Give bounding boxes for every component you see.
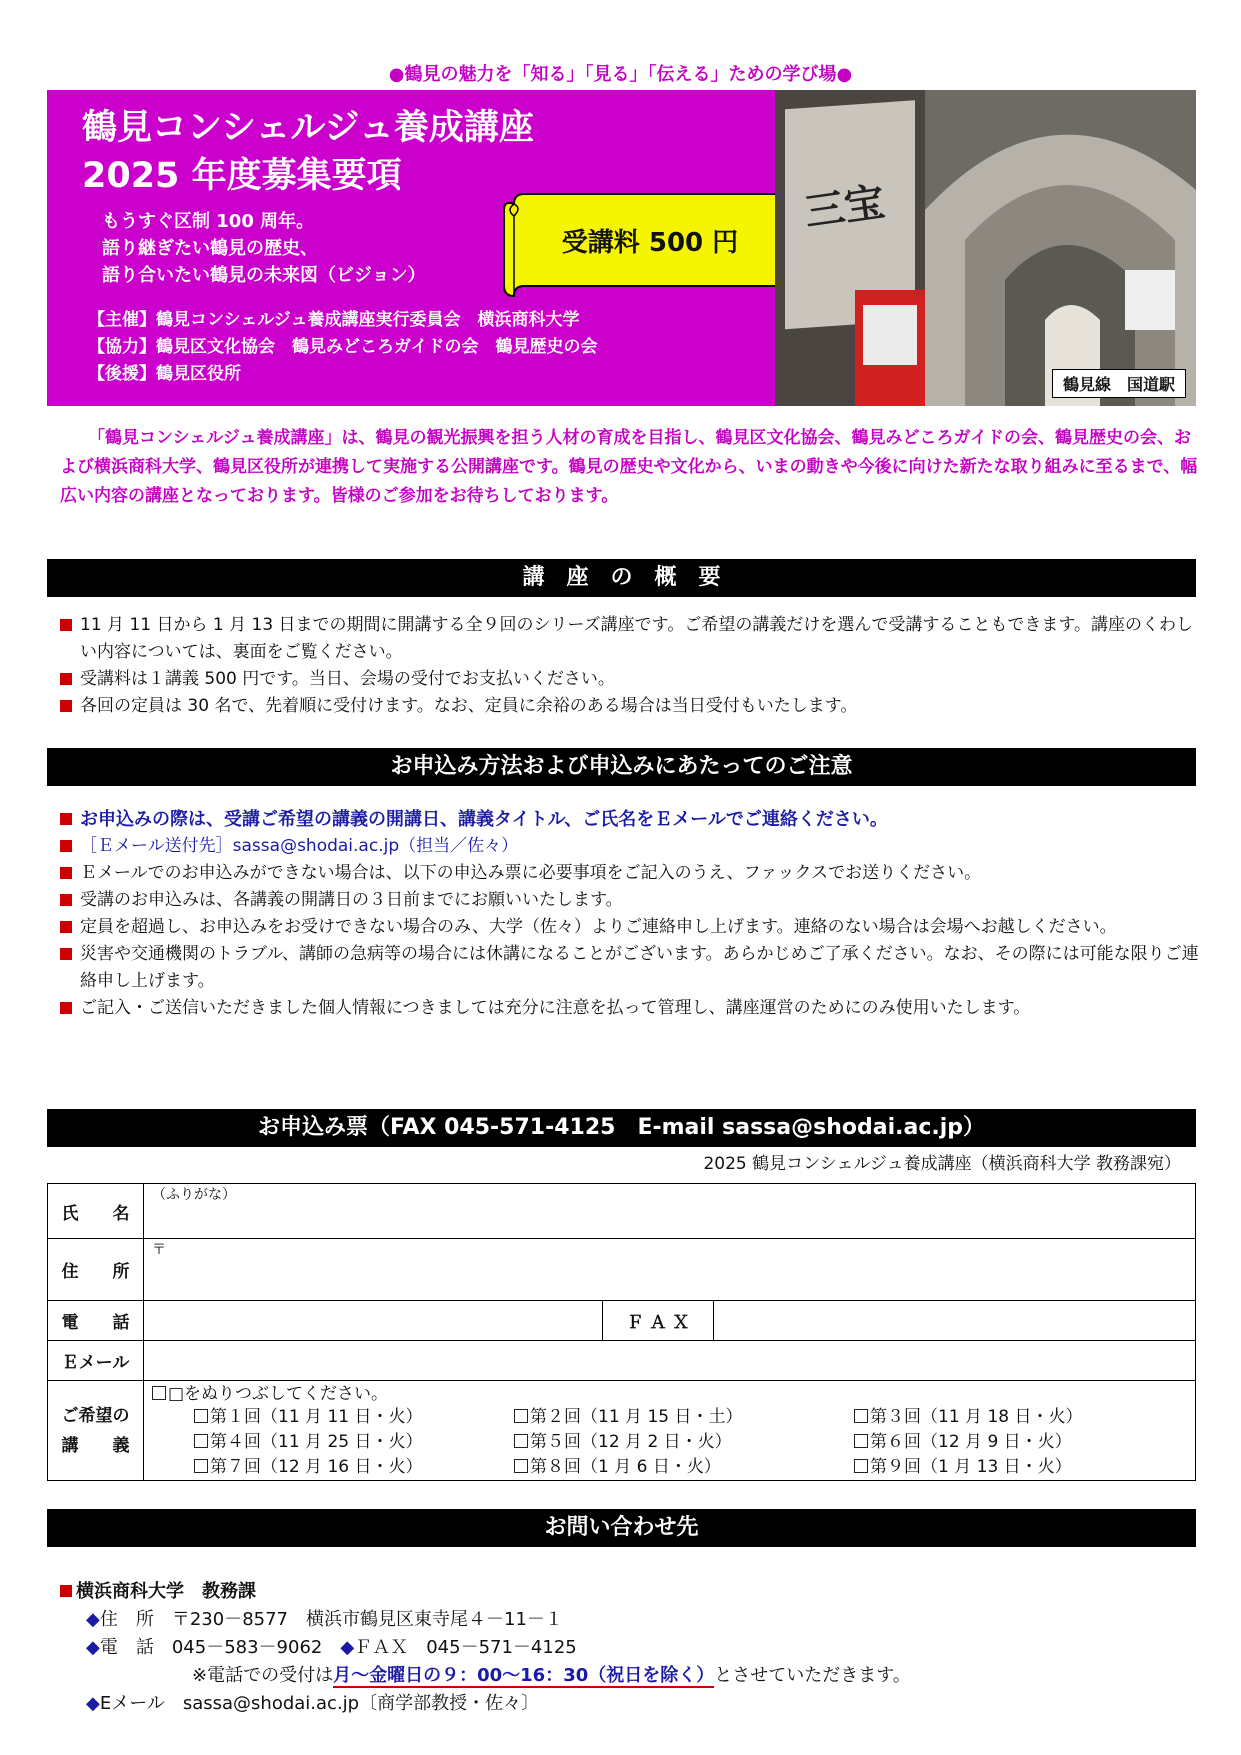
section-heading-apply: お申込み方法および申込みにあたってのご注意 (47, 748, 1196, 786)
lecture-option[interactable] (194, 1405, 514, 1430)
lecture-option[interactable] (854, 1430, 1154, 1455)
section-heading-form: お申込み票（FAX 045-571-4125 E-mail sassa@shodai.ac.jp） (47, 1109, 1196, 1147)
sub-line: 語り継ぎたい鶴見の歴史、 (102, 238, 318, 259)
lecture-option[interactable] (514, 1430, 854, 1455)
list-item: ご記入・ご送信いただきました個人情報につきましては充分に注意を払って管理し、講座運営のためにのみ使用いたします。 (60, 995, 1200, 1022)
apply-list (60, 806, 1200, 1022)
lecture-option[interactable] (514, 1455, 854, 1480)
contact-phone-fax (60, 1634, 1200, 1662)
photo-caption: 鶴見線 国道駅 (1052, 369, 1186, 398)
lecture-instruction (152, 1383, 1187, 1405)
lecture-option[interactable] (194, 1455, 514, 1480)
title-line-2: 2025 年度募集要項 (82, 156, 402, 196)
contact-org-text: 横浜商科大学 教務課 (76, 1581, 256, 1602)
lecture-label: ご希望の 講 義 (48, 1381, 144, 1481)
section-heading-contact: お問い合わせ先 (47, 1509, 1196, 1547)
list-item-lead: お申込みの際は、受講ご希望の講義の開講日、講義タイトル、ご氏名をＥメールでご連絡ください。 (60, 806, 1200, 833)
email-field[interactable] (144, 1341, 1196, 1381)
email-destination (60, 833, 1200, 860)
phone-field[interactable] (144, 1301, 603, 1341)
sub-line: もうすぐ区制 100 周年。 (102, 211, 315, 232)
list-item: 受講料は１講義 500 円です。当日、会場の受付でお支払いください。 (60, 666, 1200, 693)
phone-label: 電 話 (48, 1301, 144, 1341)
lecture-text: 第３回（11 月 18 日・火） (870, 1407, 1083, 1427)
fax-label: Ｆ Ａ Ｘ (603, 1301, 714, 1341)
diamond-icon: ◆ (86, 1609, 100, 1630)
email-destination-text: ［Ｅメール送付先］sassa@shodai.ac.jp（担当／佐々） (80, 836, 519, 856)
checkbox-icon[interactable] (514, 1409, 528, 1423)
contact-address-text: 住 所 〒230－8577 横浜市鶴見区東寺尾４－11－１ (99, 1609, 563, 1630)
fax-field[interactable] (714, 1301, 1196, 1341)
checkbox-icon[interactable] (854, 1409, 868, 1423)
title-line-1: 鶴見コンシェルジュ養成講座 (82, 108, 534, 148)
lecture-text: 第１回（11 月 11 日・火） (210, 1407, 423, 1427)
lecture-selection (144, 1381, 1196, 1481)
contact-info (60, 1578, 1200, 1718)
checkbox-icon[interactable] (194, 1409, 208, 1423)
contact-hours (60, 1662, 1200, 1690)
lecture-option[interactable] (194, 1430, 514, 1455)
instruction-text: □をぬりつぶしてください。 (168, 1384, 389, 1404)
checkbox-icon (152, 1386, 166, 1400)
checkbox-icon[interactable] (514, 1459, 528, 1473)
organizer-line: 【協力】鶴見区文化協会 鶴見みどころガイドの会 鶴見歴史の会 (88, 337, 598, 357)
contact-address (60, 1606, 1200, 1634)
lecture-text: 第８回（1 月 6 日・火） (530, 1457, 721, 1477)
lecture-text: 第４回（11 月 25 日・火） (210, 1432, 423, 1452)
contact-fax-text: ＦＡＸ 045－571－4125 (354, 1637, 577, 1658)
furigana-hint: （ふりがな） (152, 1187, 236, 1203)
hero-subtitle (102, 208, 426, 289)
overview-list (60, 612, 1200, 720)
organizer-line: 【主催】鶴見コンシェルジュ養成講座実行委員会 横浜商科大学 (88, 310, 580, 330)
application-form (47, 1183, 1196, 1481)
intro-paragraph: 「鶴見コンシェルジュ養成講座」は、鶴見の観光振興を担う人材の育成を目指し、鶴見区文化協会、鶴見みどころガイドの会、鶴見歴史の会、および横浜商科大学、鶴見区役所が連携して実施する公開講座です。鶴見の歴史や文化から、いまの動きや今後に向けた新たな取り組みに至るまで、幅広い内容の講座となっております。皆様のご参加をお待ちしております。 (60, 428, 1198, 506)
contact-email-text: Eメール sassa@shodai.ac.jp〔商学部教授・佐々〕 (99, 1693, 540, 1714)
address-field[interactable] (144, 1239, 1196, 1301)
address-label: 住 所 (48, 1239, 144, 1301)
hours-pre: ※電話での受付は (192, 1665, 334, 1686)
contact-email (60, 1690, 1200, 1718)
checkbox-icon[interactable] (194, 1434, 208, 1448)
lecture-option[interactable] (514, 1405, 854, 1430)
lecture-text: 第６回（12 月 9 日・火） (870, 1432, 1072, 1452)
list-item: 定員を超過し、お申込みをお受けできない場合のみ、大学（佐々）よりご連絡申し上げます。連絡のない場合は会場へお越しください。 (60, 914, 1200, 941)
lecture-text: 第７回（12 月 16 日・火） (210, 1457, 423, 1477)
fee-label: 受講料 500 円 (561, 228, 739, 258)
svg-text:三宝: 三宝 (801, 179, 888, 237)
hours-post: とさせていただきます。 (714, 1665, 911, 1686)
lecture-option[interactable] (854, 1455, 1154, 1480)
checkbox-icon[interactable] (514, 1434, 528, 1448)
tagline: ●鶴見の魅力を「知る」「見る」「伝える」ための学び場● (388, 64, 853, 85)
list-item: 災害や交通機関のトラブル、講師の急病等の場合には休講になることがございます。あらかじめご了承ください。なお、その際には可能な限りご連絡申し上げます。 (60, 941, 1200, 995)
postal-mark: 〒 (152, 1242, 166, 1258)
list-item: 11 月 11 日から 1 月 13 日までの期間に開講する全９回のシリーズ講座です。ご希望の講義だけを選んで受講することもできます。講座のくわしい内容については、裏面をご覧ください。 (60, 612, 1200, 666)
sub-line: 語り合いたい鶴見の未来図（ビジョン） (102, 265, 426, 286)
diamond-icon: ◆ (86, 1637, 100, 1658)
checkbox-icon[interactable] (854, 1459, 868, 1473)
bullet-icon (60, 1585, 72, 1597)
lecture-text: 第２回（11 月 15 日・土） (530, 1407, 743, 1427)
list-item: 各回の定員は 30 名で、先着順に受付けます。なお、定員に余裕のある場合は当日受付もいたします。 (60, 693, 1200, 720)
station-arch-image (775, 90, 1196, 406)
organizers (88, 307, 598, 388)
organizer-line: 【後援】鶴見区役所 (88, 364, 241, 384)
contact-org (60, 1578, 1200, 1606)
form-recipient: 2025 鶴見コンシェルジュ養成講座（横浜商科大学 教務課宛） (703, 1154, 1181, 1174)
station-photo (775, 90, 1196, 406)
diamond-icon: ◆ (86, 1693, 100, 1714)
lecture-grid (152, 1405, 1187, 1480)
lecture-option[interactable] (854, 1405, 1154, 1430)
list-item: 受講のお申込みは、各講義の開講日の３日前までにお願いいたします。 (60, 887, 1200, 914)
name-label: 氏 名 (48, 1184, 144, 1239)
list-item: Ｅメールでのお申込みができない場合は、以下の申込み票に必要事項をご記入のうえ、ファックスでお送りください。 (60, 860, 1200, 887)
email-label: Ｅメール (48, 1341, 144, 1381)
section-heading-overview: 講 座 の 概 要 (47, 559, 1196, 597)
lecture-text: 第９回（1 月 13 日・火） (870, 1457, 1072, 1477)
checkbox-icon[interactable] (854, 1434, 868, 1448)
checkbox-icon[interactable] (194, 1459, 208, 1473)
contact-phone-text: 電 話 045－583－9062 (99, 1637, 323, 1658)
page-title (82, 104, 534, 200)
hours-emphasis: 月～金曜日の９：00～16：30（祝日を除く） (333, 1665, 715, 1686)
lecture-text: 第５回（12 月 2 日・火） (530, 1432, 732, 1452)
name-field[interactable] (144, 1184, 1196, 1239)
diamond-icon: ◆ (340, 1637, 355, 1658)
